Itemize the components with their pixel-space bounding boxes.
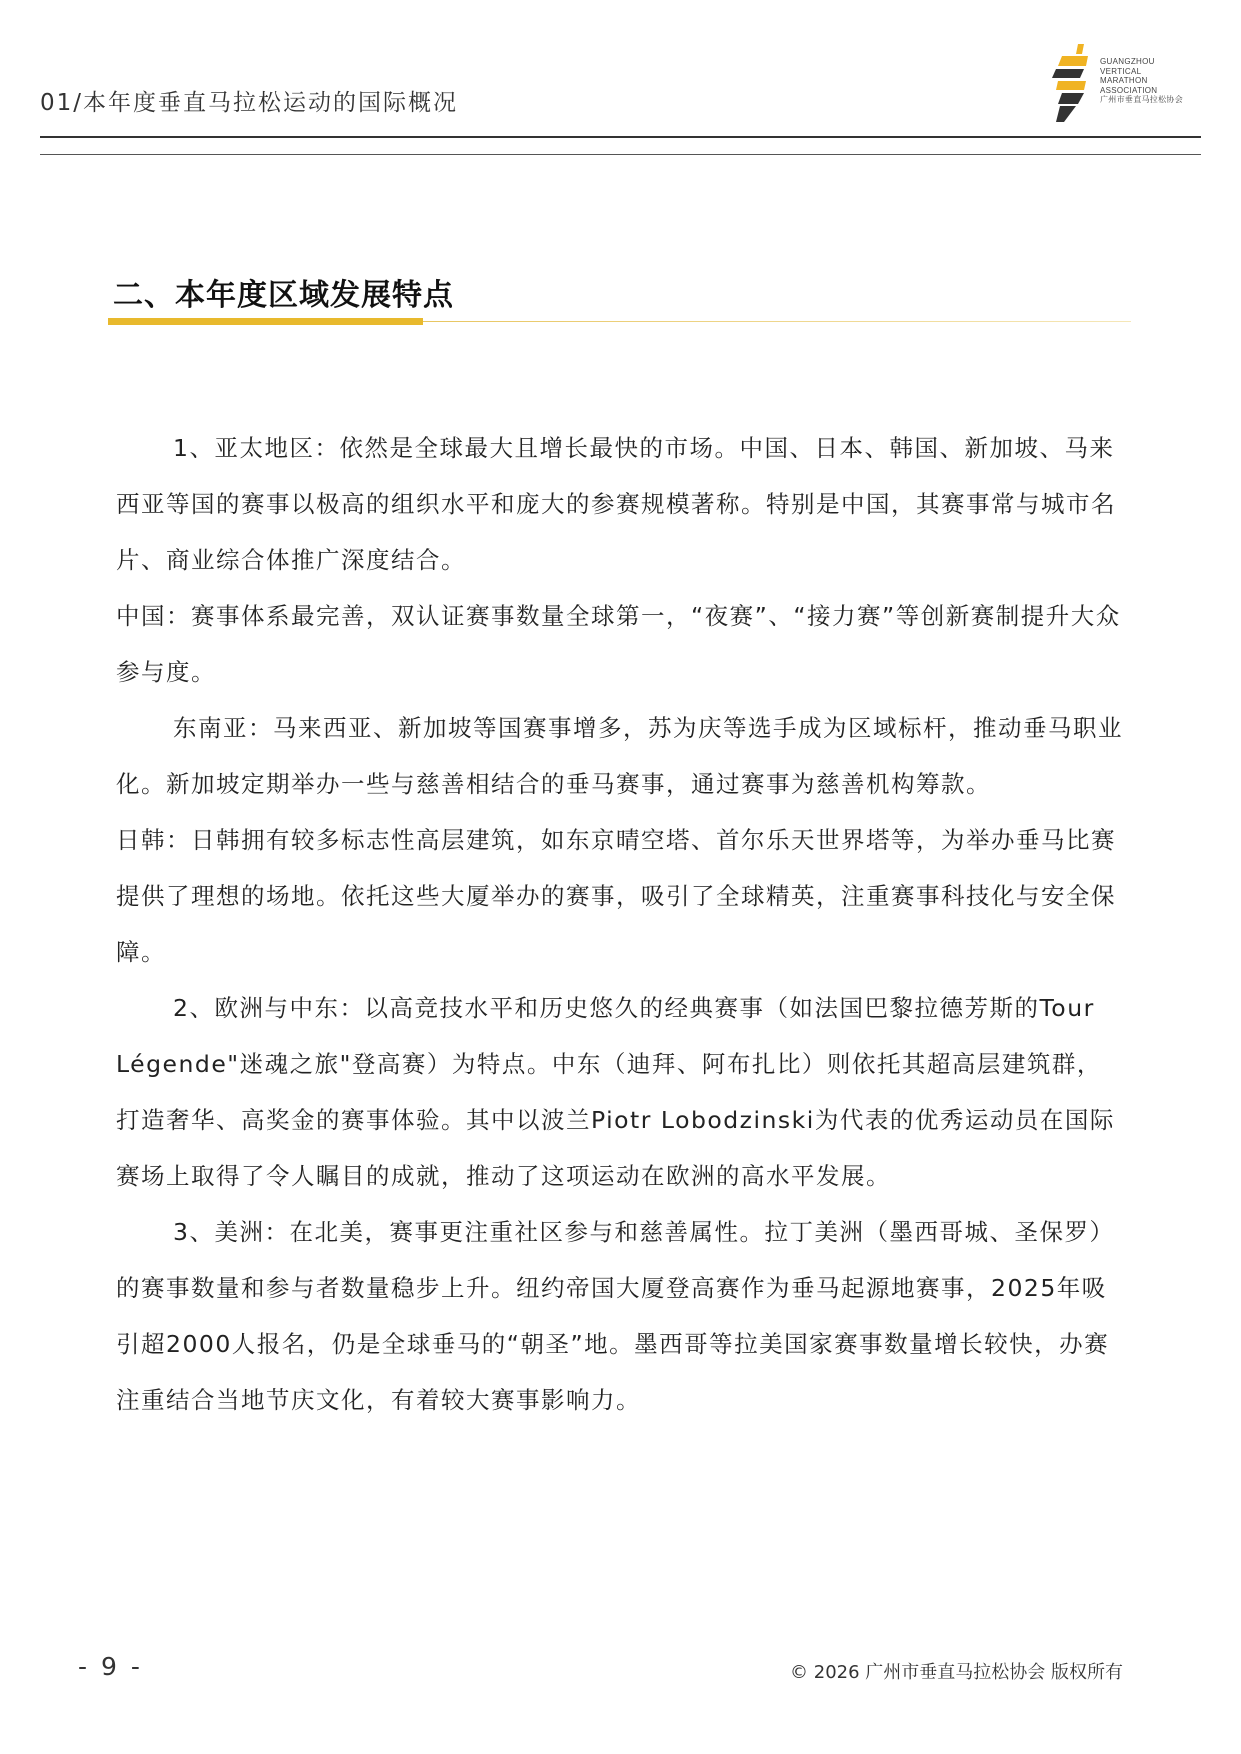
logo-mark-icon <box>1048 44 1098 122</box>
paragraph-asia-pacific: 1、亚太地区：依然是全球最大且增长最快的市场。中国、日本、韩国、新加坡、马来西亚等国的赛事以极高的组织水平和庞大的参赛规模著称。特别是中国，其赛事常与城市名片、商业综合体推广深度结合。 <box>116 434 1116 574</box>
logo-text-line: GUANGZHOU <box>1100 57 1155 66</box>
association-logo <box>1048 44 1188 122</box>
heading-accent-bar <box>108 318 423 325</box>
logo-text-line: ASSOCIATION <box>1100 85 1158 95</box>
logo-text-line-cn: 广州市垂直马拉松协会 <box>1100 95 1183 104</box>
heading-underline <box>423 321 1131 322</box>
logo-wordmark <box>1100 57 1183 105</box>
paragraph-japan-korea: 日韩：日韩拥有较多标志性高层建筑，如东京晴空塔、首尔乐天世界塔等，为举办垂马比赛提供了理想的场地。依托这些大厦举办的赛事，吸引了全球精英，注重赛事科技化与安全保障。 <box>116 826 1116 966</box>
paragraph-china: 中国：赛事体系最完善，双认证赛事数量全球第一，“夜赛”、“接力赛”等创新赛制提升大众参与度。 <box>116 602 1121 686</box>
copyright-notice: © 2026 广州市垂直马拉松协会 版权所有 <box>790 1662 1123 1683</box>
paragraph-americas: 3、美洲：在北美，赛事更注重社区参与和慈善属性。拉丁美洲（墨西哥城、圣保罗）的赛事数量和参与者数量稳步上升。纽约帝国大厦登高赛作为垂马起源地赛事，2025年吸引超2000人报名，仍是全球垂马的“朝圣”地。墨西哥等拉美国家赛事数量增长较快，办赛注重结合当地节庆文化，有着较大赛事影响力。 <box>116 1218 1115 1414</box>
paragraph-southeast-asia: 东南亚：马来西亚、新加坡等国赛事增多，苏为庆等选手成为区域标杆，推动垂马职业化。新加坡定期举办一些与慈善相结合的垂马赛事，通过赛事为慈善机构筹款。 <box>116 714 1123 798</box>
header-title: 01/本年度垂直马拉松运动的国际概况 <box>40 90 459 116</box>
section-heading: 二、本年度区域发展特点 <box>113 278 454 313</box>
body-text <box>116 420 1126 1428</box>
header-divider-secondary <box>40 154 1201 155</box>
logo-text-line: MARATHON <box>1100 76 1148 85</box>
paragraph-europe-middle-east: 2、欧洲与中东：以高竞技水平和历史悠久的经典赛事（如法国巴黎拉德芳斯的Tour Légende"迷魂之旅"登高赛）为特点。中东（迪拜、阿布扎比）则依托其超高层建筑群，打造奢华、高奖金的赛事体验。其中以波兰Piotr Lobodzinski为代表的优秀运动员在国际赛场上取得了令人瞩目的成就，推动了这项运动在欧洲的高水平发展。 <box>116 994 1115 1190</box>
page-number: - 9 - <box>78 1652 143 1681</box>
logo-text-line: VERTICAL <box>1100 66 1142 76</box>
header-divider <box>40 136 1201 138</box>
